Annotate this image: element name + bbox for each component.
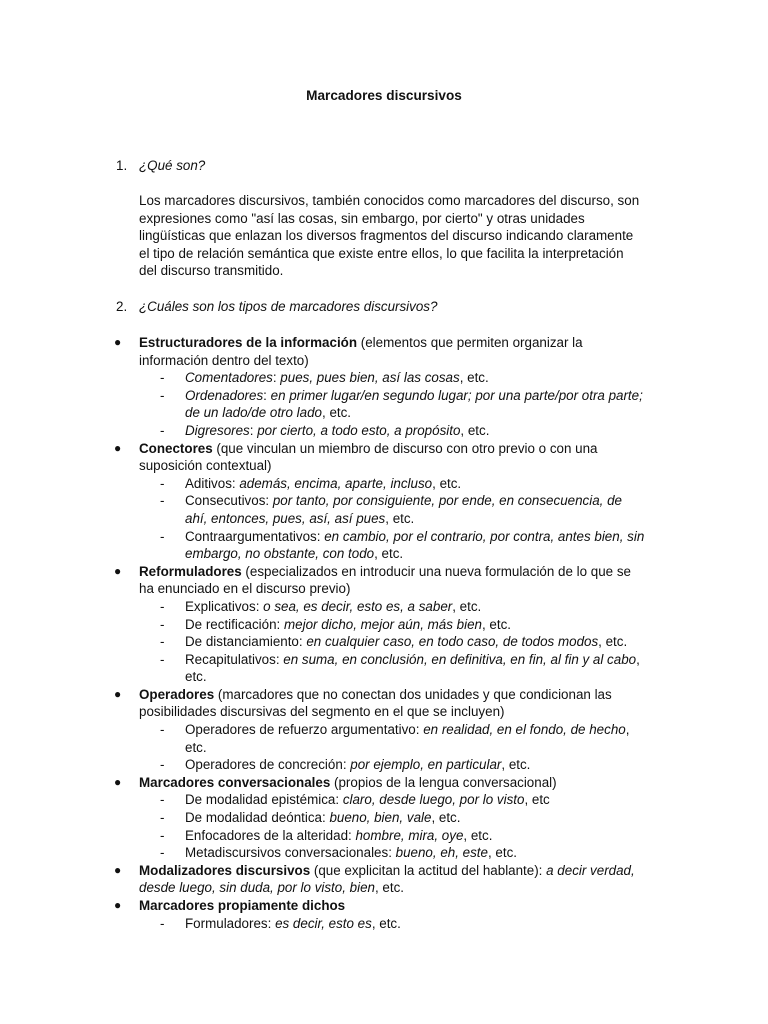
subtype-item xyxy=(139,809,684,827)
subtype-label: Formuladores xyxy=(185,915,268,931)
question-number: 2. xyxy=(116,299,128,314)
subtype-item xyxy=(139,369,684,387)
subtype-examples: por tanto, por consiguiente, por ende, en consecuencia, de xyxy=(272,493,622,509)
category-example: desde luego, sin duda, por lo visto, bien xyxy=(139,880,375,896)
subtype-examples: es decir, esto es xyxy=(275,915,372,931)
subtype-list xyxy=(139,915,684,933)
dash-icon: - xyxy=(160,387,165,403)
separator: : xyxy=(249,422,258,438)
separator: : xyxy=(316,528,325,544)
etc-text: , etc. xyxy=(371,915,401,931)
category-name: Estructuradores de la información xyxy=(139,335,358,350)
category-item xyxy=(114,686,684,774)
category-description: (elementos que permiten organizar la xyxy=(357,335,583,350)
subtype-list xyxy=(139,791,684,861)
subtype-list xyxy=(139,721,684,774)
subtype-line xyxy=(185,528,684,546)
dash-icon: - xyxy=(160,651,165,667)
subtype-label: Digresores xyxy=(185,422,250,438)
category-heading-line xyxy=(139,897,684,915)
subtype-line xyxy=(185,915,684,933)
category-name: Reformuladores xyxy=(139,563,242,579)
subtype-item xyxy=(139,492,684,527)
subtype-label: De rectificación xyxy=(185,616,277,632)
category-name: Operadores xyxy=(139,686,215,702)
subtype-line xyxy=(185,756,684,774)
subtype-line xyxy=(185,616,684,634)
subtype-item xyxy=(139,721,684,756)
bullet-icon: ● xyxy=(114,563,122,578)
subtype-line xyxy=(185,791,684,809)
subtype-list xyxy=(139,369,684,439)
category-description: (que explicitan la actitud del hablante): xyxy=(310,862,547,878)
subtype-line xyxy=(185,404,684,422)
subtype-item xyxy=(139,475,684,493)
subtype-label: Comentadores xyxy=(185,370,273,386)
separator: : xyxy=(263,387,271,403)
subtype-examples: ahí, entonces, pues, así, así pues xyxy=(185,510,386,526)
category-description: (propios de la lengua conversacional) xyxy=(330,774,557,790)
etc-text: , etc. xyxy=(459,370,489,386)
dash-icon: - xyxy=(160,598,165,614)
subtype-examples: en cualquier caso, en todo caso, de todos modos xyxy=(306,634,599,650)
subtype-label: Operadores de concreción xyxy=(185,757,343,773)
subtype-line xyxy=(185,598,684,616)
separator: : xyxy=(388,845,396,861)
subtype-line xyxy=(185,633,684,651)
subtype-label: Operadores de refuerzo argumentativo xyxy=(185,722,416,738)
subtype-line xyxy=(185,721,684,739)
question-text: ¿Cuáles son los tipos de marcadores discursivos? xyxy=(139,299,438,314)
subtype-item xyxy=(139,651,684,686)
question-text: ¿Qué son? xyxy=(139,158,206,173)
etc-text: , etc. xyxy=(374,546,404,562)
category-name: Modalizadores discursivos xyxy=(139,862,311,878)
separator: : xyxy=(415,722,424,738)
category-description: (marcadores que no conectan dos unidades y que condicionan las xyxy=(214,686,612,702)
etc-text: , etc. xyxy=(481,616,512,632)
subtype-label: Explicativos xyxy=(185,598,256,614)
subtype-list xyxy=(139,475,684,563)
bullet-icon: ● xyxy=(114,440,122,455)
subtype-line xyxy=(185,492,684,510)
category-description: suposición contextual) xyxy=(139,458,272,474)
etc-text: , etc. xyxy=(463,827,493,843)
subtype-item xyxy=(139,598,684,616)
separator: : xyxy=(321,810,330,826)
subtype-line xyxy=(185,475,684,493)
category-name: Marcadores conversacionales xyxy=(139,774,331,790)
subtype-examples: en suma, en conclusión, en definitiva, en fin, al fin y al cabo xyxy=(283,651,637,667)
separator: : xyxy=(335,792,343,808)
etc-text: , etc. xyxy=(598,634,628,650)
dash-icon: - xyxy=(160,827,165,843)
subtype-examples: en realidad, en el fondo, de hecho xyxy=(423,722,626,738)
subtype-examples: bueno, bien, vale xyxy=(329,810,432,826)
category-item xyxy=(114,897,684,932)
subtype-label: Metadiscursivos conversacionales xyxy=(185,845,389,861)
page-title: Marcadores discursivos xyxy=(306,88,462,103)
category-heading-line xyxy=(139,563,684,581)
dash-icon: - xyxy=(160,845,165,861)
etc-text: etc. xyxy=(185,739,207,755)
dash-icon: - xyxy=(160,810,165,826)
subtype-line xyxy=(185,827,684,845)
dash-icon: - xyxy=(160,616,165,632)
etc-text: , etc. xyxy=(452,598,482,614)
category-name: Marcadores propiamente dichos xyxy=(139,898,346,913)
category-item xyxy=(114,774,684,862)
subtype-item xyxy=(139,915,684,933)
separator: : xyxy=(231,475,240,491)
subtype-examples: por ejemplo, en particular xyxy=(350,757,502,773)
definition-paragraph xyxy=(139,192,674,280)
bullet-icon: ● xyxy=(114,686,122,701)
etc-text: , etc. xyxy=(374,880,405,896)
dash-icon: - xyxy=(160,722,165,738)
subtype-item xyxy=(139,756,684,774)
subtype-label: Ordenadores xyxy=(185,387,264,403)
category-item xyxy=(114,440,684,563)
etc-text: , etc. xyxy=(460,422,490,438)
category-heading-line xyxy=(139,686,684,704)
category-description: ha enunciado en el discurso previo) xyxy=(139,581,351,597)
subtype-label: Aditivos xyxy=(185,475,232,491)
subtype-item xyxy=(139,844,684,862)
dash-icon: - xyxy=(160,915,165,931)
subtype-line xyxy=(185,510,684,528)
etc-text: , xyxy=(625,722,630,738)
dash-icon: - xyxy=(160,422,165,438)
subtype-examples: claro, desde luego, por lo visto xyxy=(342,792,525,808)
etc-text: , etc. xyxy=(322,405,352,421)
separator: : xyxy=(348,827,356,843)
subtype-examples: embargo, no obstante, con todo xyxy=(185,546,375,562)
subtype-item xyxy=(139,791,684,809)
category-heading-line xyxy=(139,334,684,352)
category-description: posibilidades discursivas del segmento en el que se incluyen) xyxy=(139,704,505,720)
dash-icon: - xyxy=(160,792,165,808)
category-name: Conectores xyxy=(139,440,213,456)
paragraph-line: Los marcadores discursivos, también conocidos como marcadores del discurso, son xyxy=(139,193,640,208)
subtype-examples: pues, pues bien, así las cosas xyxy=(280,370,460,386)
etc-text: , etc. xyxy=(385,510,415,526)
category-item xyxy=(114,334,684,440)
category-item xyxy=(114,563,684,686)
dash-icon: - xyxy=(160,634,165,650)
dash-icon: - xyxy=(160,493,165,509)
subtype-examples: hombre, mira, oye xyxy=(355,827,464,843)
category-description: (especializados en introducir una nueva formulación de lo que se xyxy=(241,563,631,579)
paragraph-line: del discurso transmitido. xyxy=(139,263,284,279)
subtype-item xyxy=(139,387,684,422)
subtype-line xyxy=(185,651,684,669)
dash-icon: - xyxy=(160,528,165,544)
subtype-line xyxy=(185,545,684,563)
etc-text: , etc. xyxy=(487,845,517,861)
subtype-label: Contraargumentativos xyxy=(185,528,317,544)
separator: : xyxy=(275,651,284,667)
subtype-label: Enfocadores de la alteridad xyxy=(185,827,349,843)
subtype-line xyxy=(185,422,684,440)
etc-text: , etc. xyxy=(501,757,531,773)
dash-icon: - xyxy=(160,757,165,773)
subtype-label: Recapitulativos xyxy=(185,651,276,667)
category-description: información dentro del texto) xyxy=(139,352,309,368)
bullet-icon: ● xyxy=(114,898,122,912)
category-example-line xyxy=(139,879,684,897)
subtype-item xyxy=(139,633,684,651)
etc-text: , etc. xyxy=(431,810,461,826)
subtype-line xyxy=(185,844,684,862)
subtype-examples: además, encima, aparte, incluso xyxy=(239,475,433,491)
subtype-examples: en cambio, por el contrario, por contra, antes bien, sin xyxy=(324,528,645,544)
separator: : xyxy=(342,757,351,773)
category-example: a decir verdad, xyxy=(546,862,635,878)
etc-text: etc. xyxy=(185,669,207,685)
question-number: 1. xyxy=(116,158,128,173)
subtype-item xyxy=(139,528,684,563)
dash-icon: - xyxy=(160,370,165,386)
subtype-examples: en primer lugar/en segundo lugar; por una parte/por otra parte; xyxy=(270,387,643,403)
paragraph-line: expresiones como "así las cosas, sin embargo, por cierto" y otras unidades xyxy=(139,210,585,226)
separator: : xyxy=(255,598,264,614)
subtype-item xyxy=(139,616,684,634)
subtype-label: De distanciamiento xyxy=(185,634,299,650)
subtype-examples: de un lado/de otro lado xyxy=(185,405,322,421)
etc-text: , etc xyxy=(524,792,550,808)
dash-icon: - xyxy=(160,475,165,491)
separator: : xyxy=(272,370,281,386)
marker-types-list xyxy=(114,334,684,932)
bullet-icon: ● xyxy=(114,862,122,877)
bullet-icon: ● xyxy=(114,774,122,789)
subtype-label: Consecutivos xyxy=(185,493,266,509)
subtype-examples: mejor dicho, mejor aún, más bien xyxy=(284,616,482,632)
subtype-label: De modalidad deóntica xyxy=(185,810,322,826)
subtype-examples: bueno, eh, este xyxy=(395,845,488,861)
subtype-line xyxy=(185,809,684,827)
subtype-label: De modalidad epistémica xyxy=(185,792,336,808)
subtype-line xyxy=(185,369,684,387)
category-description: (que vinculan un miembro de discurso con otro previo o con una xyxy=(212,440,598,456)
separator: : xyxy=(298,634,307,650)
category-heading-line xyxy=(139,774,684,792)
paragraph-line: lingüísticas que enlazan los diversos fragmentos del discurso indicando claramente xyxy=(139,228,634,244)
subtype-examples: o sea, es decir, esto es, a saber xyxy=(263,598,453,614)
category-heading-line xyxy=(139,862,684,880)
paragraph-line: el tipo de relación semántica que existe entre ellos, lo que facilita la interpretación xyxy=(139,245,624,261)
subtype-line xyxy=(185,387,684,405)
category-item xyxy=(114,862,684,897)
separator: : xyxy=(276,616,284,632)
separator: : xyxy=(267,915,276,931)
separator: : xyxy=(265,493,273,509)
category-heading-line xyxy=(139,440,684,458)
subtype-item xyxy=(139,422,684,440)
bullet-icon: ● xyxy=(114,335,122,349)
subtype-list xyxy=(139,598,684,686)
etc-text: , etc. xyxy=(432,475,462,491)
subtype-item xyxy=(139,827,684,845)
subtype-examples: por cierto, a todo esto, a propósito xyxy=(257,422,461,438)
etc-text: , xyxy=(636,651,640,667)
